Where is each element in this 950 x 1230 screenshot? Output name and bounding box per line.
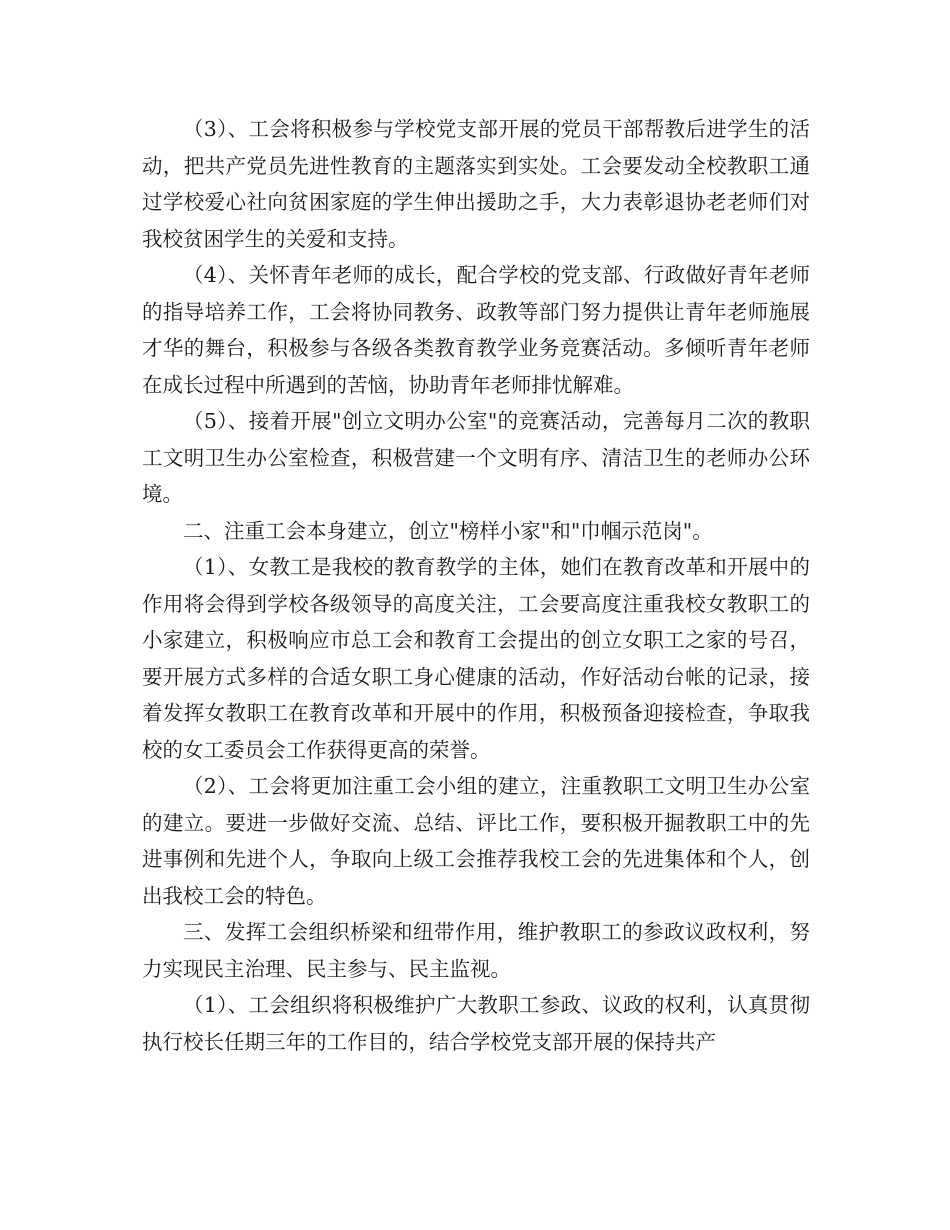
- paragraph-item-3: （3）、工会将积极参与学校党支部开展的党员干部帮教后进学生的活动，把共产党员先进性教育的主题落实到实处。工会要发动全校教职工通过学校爱心社向贫困家庭的学生伸出援助之手，大力表彰退协老老师们对我校贫困学生的关爱和支持。: [142, 117, 810, 251]
- section-heading-2: 二、注重工会本身建立，创立"榜样小家"和"巾帼示范岗"。: [183, 518, 713, 543]
- paragraph-item-1b: （1）、工会组织将积极维护广大教职工参政、议政的权利，认真贯彻执行校长任期三年的工作目的，结合学校党支部开展的保持共产: [142, 993, 810, 1054]
- paragraph-item-5: （5）、接着开展"创立文明办公室"的竞赛活动，完善每月二次的教职工文明卫生办公室检查，积极营建一个文明有序、清洁卫生的老师办公环境。: [142, 409, 810, 506]
- paragraph-item-2: （2）、工会将更加注重工会小组的建立，注重教职工文明卫生办公室的建立。要进一步做好交流、总结、评比工作，要积极开掘教职工中的先进事例和先进个人，争取向上级工会推荐我校工会的先进集体和个人，创出我校工会的特色。: [142, 774, 810, 908]
- document-body: [142, 111, 810, 1060]
- paragraph-item-4: （4）、关怀青年老师的成长，配合学校的党支部、行政做好青年老师的指导培养工作，工会将协同教务、政教等部门努力提供让青年老师施展才华的舞台，积极参与各级各类教育教学业务竞赛活动。多倾听青年老师在成长过程中所遇到的苦恼，协助青年老师排忧解难。: [142, 263, 810, 397]
- paragraph-item-1: （1）、女教工是我校的教育教学的主体，她们在教育改革和开展中的作用将会得到学校各级领导的高度关注，工会要高度注重我校女教职工的小家建立，积极响应市总工会和教育工会提出的创立女职工之家的号召，要开展方式多样的合适女职工身心健康的活动，作好活动台帐的记录，接着发挥女教职工在教育改革和开展中的作用，积极预备迎接检查，争取我校的女工委员会工作获得更高的荣誉。: [142, 555, 810, 762]
- section-heading-3: 三、发挥工会组织桥梁和纽带作用，维护教职工的参政议政权利，努力实现民主治理、民主参与、民主监视。: [142, 920, 810, 981]
